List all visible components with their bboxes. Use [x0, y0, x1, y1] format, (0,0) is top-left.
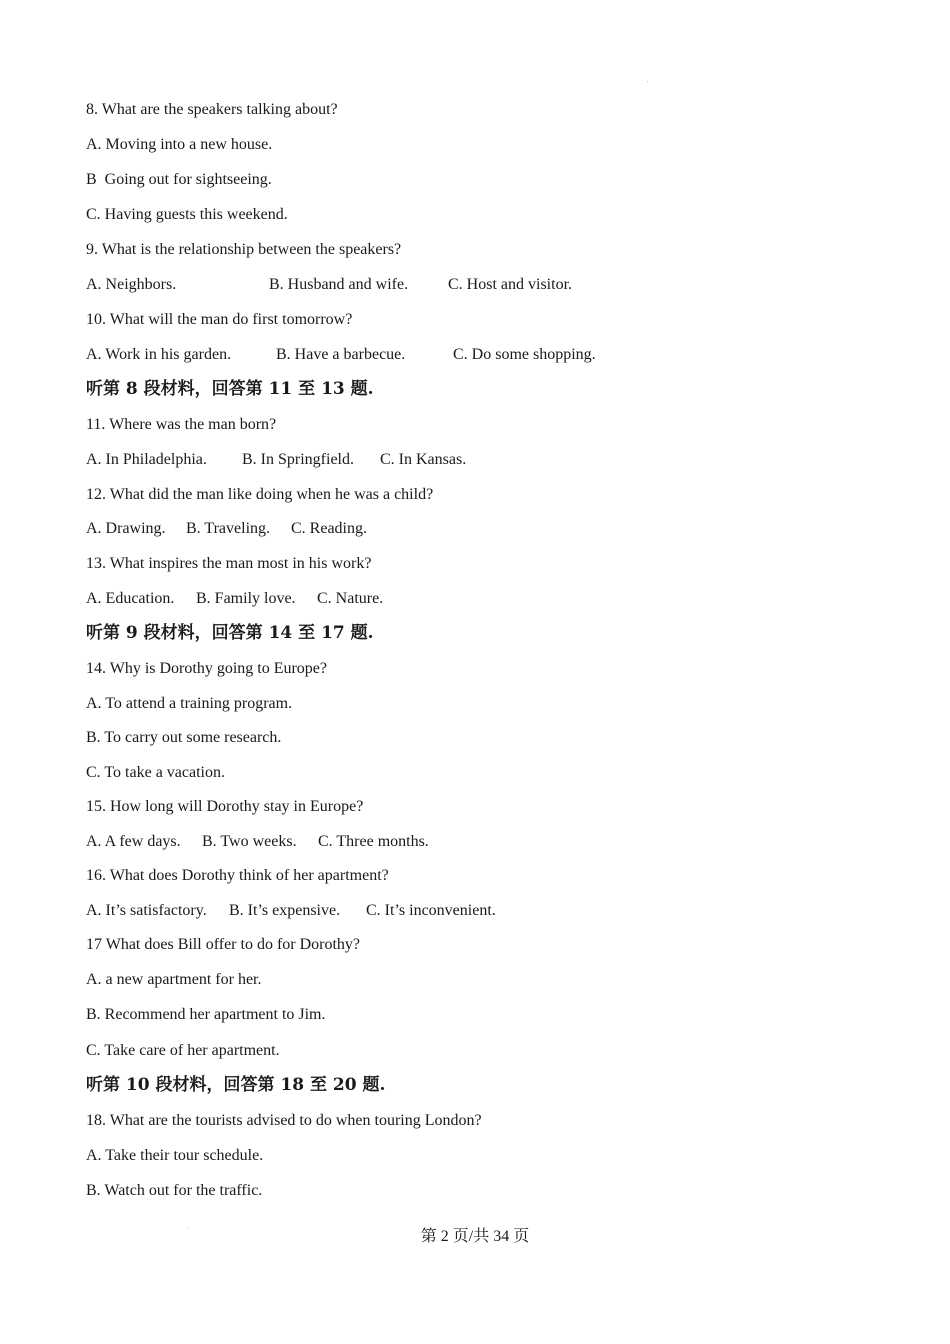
- question-12-stem: 12. What did the man like doing when he was a child?: [86, 486, 434, 503]
- question-11-option-c: C. In Kansas.: [380, 451, 467, 468]
- question-9-option-b: B. Husband and wife.: [269, 276, 409, 293]
- question-17-stem: 17 What does Bill offer to do for Dorothy?: [86, 936, 361, 953]
- question-14-stem: 14. Why is Dorothy going to Europe?: [86, 660, 328, 677]
- question-11-stem: 11. Where was the man born?: [86, 416, 277, 433]
- question-17-option-c: C. Take care of her apartment.: [86, 1042, 280, 1059]
- question-16-stem: 16. What does Dorothy think of her apartment?: [86, 867, 389, 884]
- question-14-option-b: B. To carry out some research.: [86, 729, 282, 746]
- question-15-stem: 15. How long will Dorothy stay in Europe?: [86, 798, 364, 815]
- question-9-option-c: C. Host and visitor.: [448, 276, 573, 293]
- question-8-stem: 8. What are the speakers talking about?: [86, 101, 338, 118]
- section-8-heading: 听第 8 段材料，回答第 11 至 13 题.: [86, 379, 374, 399]
- question-18-option-a: A. Take their tour schedule.: [86, 1147, 264, 1164]
- question-12-option-a: A. Drawing.: [86, 520, 166, 537]
- question-18-stem: 18. What are the tourists advised to do when touring London?: [86, 1112, 482, 1129]
- question-14-option-c: C. To take a vacation.: [86, 764, 225, 781]
- question-18-option-b: B. Watch out for the traffic.: [86, 1182, 263, 1199]
- question-10-option-b: B. Have a barbecue.: [276, 346, 406, 363]
- question-12-option-b: B. Traveling.: [186, 520, 271, 537]
- question-9-stem: 9. What is the relationship between the speakers?: [86, 241, 402, 258]
- section-10-heading: 听第 10 段材料，回答第 18 至 20 题.: [86, 1075, 386, 1095]
- question-13-stem: 13. What inspires the man most in his work?: [86, 555, 372, 572]
- question-12-option-c: C. Reading.: [291, 520, 367, 537]
- section-9-heading: 听第 9 段材料，回答第 14 至 17 题.: [86, 623, 374, 643]
- question-16-option-a: A. It’s satisfactory.: [86, 902, 207, 919]
- scan-speck: [647, 81, 648, 82]
- question-8-option-a: A. Moving into a new house.: [86, 136, 273, 153]
- question-16-option-b: B. It’s expensive.: [229, 902, 341, 919]
- question-14-option-a: A. To attend a training program.: [86, 695, 293, 712]
- question-9-option-a: A. Neighbors.: [86, 276, 177, 293]
- question-16-option-c: C. It’s inconvenient.: [366, 902, 496, 919]
- question-17-option-a: A. a new apartment for her.: [86, 971, 262, 988]
- question-11-option-a: A. In Philadelphia.: [86, 451, 207, 468]
- question-17-option-b: B. Recommend her apartment to Jim.: [86, 1006, 326, 1023]
- question-13-option-a: A. Education.: [86, 590, 175, 607]
- question-10-option-a: A. Work in his garden.: [86, 346, 232, 363]
- question-10-stem: 10. What will the man do first tomorrow?: [86, 311, 353, 328]
- question-15-option-a: A. A few days.: [86, 833, 181, 850]
- question-8-option-c: C. Having guests this weekend.: [86, 206, 288, 223]
- question-15-option-b: B. Two weeks.: [202, 833, 297, 850]
- question-10-option-c: C. Do some shopping.: [453, 346, 596, 363]
- question-8-option-b: B Going out for sightseeing.: [86, 171, 272, 188]
- question-13-option-c: C. Nature.: [317, 590, 384, 607]
- question-11-option-b: B. In Springfield.: [242, 451, 354, 468]
- question-13-option-b: B. Family love.: [196, 590, 296, 607]
- page-number-footer: 第 2 页/共 34 页: [420, 1228, 530, 1245]
- question-15-option-c: C. Three months.: [318, 833, 429, 850]
